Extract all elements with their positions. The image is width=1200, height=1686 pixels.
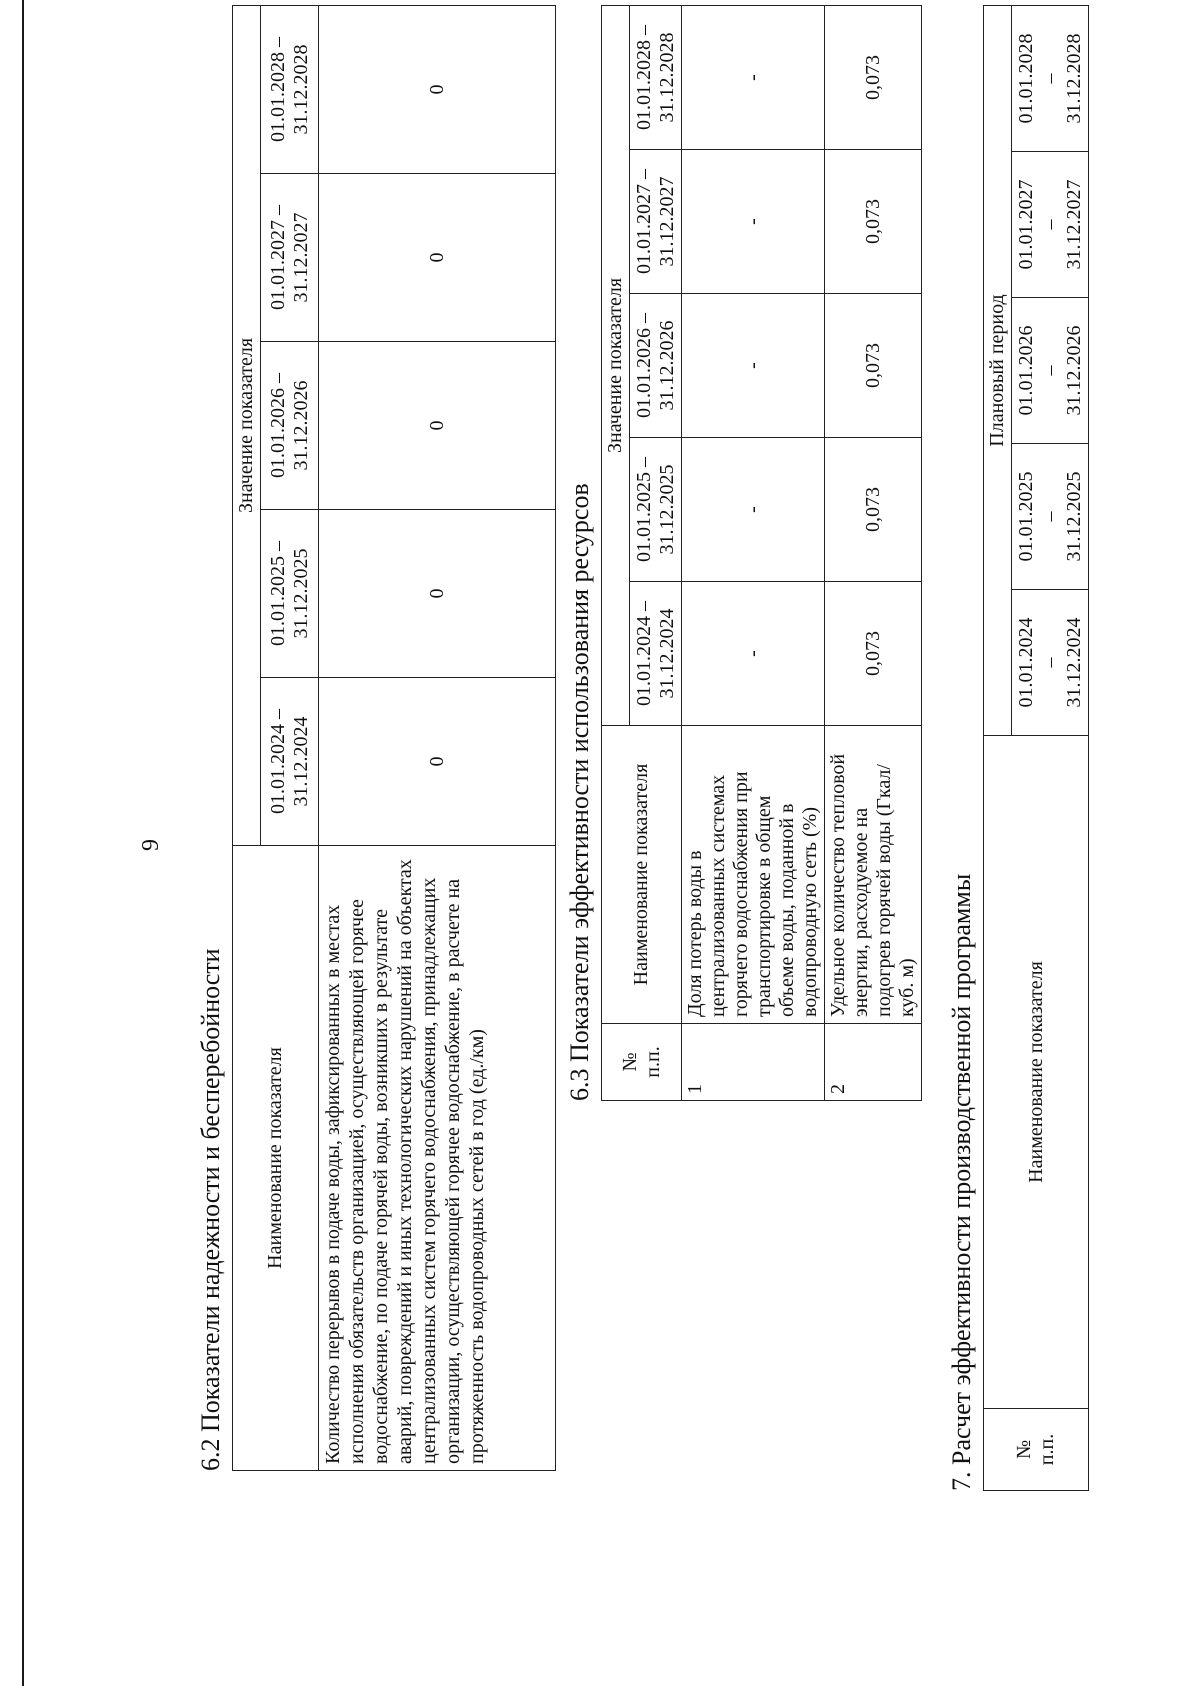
value-cell: 0 [319, 174, 556, 342]
period-2025: 01.01.2025 – 31.12.2025 [1012, 444, 1089, 590]
period-2024: 01.01.2024 – 31.12.2024 [630, 582, 682, 726]
period-2026: 01.01.2026 – 31.12.2026 [1012, 298, 1089, 444]
section-6-2-title: 6.2 Показатели надежности и бесперебойности [196, 948, 225, 1471]
period-2027: 01.01.2027 – 31.12.2027 [1012, 152, 1089, 298]
header-number: № п.п. [602, 1024, 682, 1101]
period-2028: 01.01.2028 – 31.12.2028 [630, 5, 682, 149]
period-2024: 01.01.2024 – 31.12.2024 [1012, 590, 1089, 736]
period-2026: 01.01.2026 – 31.12.2026 [261, 342, 319, 510]
period-2026: 01.01.2026 – 31.12.2026 [630, 294, 682, 438]
value-cell: - [682, 582, 825, 726]
value-cell: - [682, 438, 825, 582]
value-cell: - [682, 150, 825, 294]
period-2027: 01.01.2027 – 31.12.2027 [630, 150, 682, 294]
period-2024: 01.01.2024 – 31.12.2024 [261, 678, 319, 846]
page-number: 9 [138, 839, 164, 851]
period-2028: 01.01.2028 – 31.12.2028 [1012, 5, 1089, 151]
section-7-title: 7. Расчет эффективности производственной программы [947, 873, 976, 1491]
indicator-name: Доля потерь воды в централизованных системах горячего водоснабжения при транспортировке в общем объеме воды, поданной в водопроводную сеть (%) [682, 726, 825, 1024]
table-row [825, 5, 922, 1100]
value-cell: 0,073 [825, 438, 922, 582]
period-2027: 01.01.2027 – 31.12.2027 [261, 174, 319, 342]
value-cell: 0 [319, 510, 556, 678]
period-2028: 01.01.2028 – 31.12.2028 [261, 5, 319, 173]
header-indicator-name: Наименование показателя [984, 736, 1089, 1409]
table-row [682, 5, 825, 1100]
row-number: 1 [682, 1024, 825, 1101]
value-cell: - [682, 5, 825, 149]
value-cell: 0,073 [825, 5, 922, 149]
resource-efficiency-table [601, 5, 922, 1101]
header-planned-period: Плановый период [984, 5, 1012, 735]
indicator-name: Удельное количество тепловой энергии, расходуемое на подогрев горячей воды (Гкал/куб. м) [825, 726, 922, 1024]
value-cell: 0,073 [825, 150, 922, 294]
row-number: 2 [825, 1024, 922, 1101]
header-indicator-value: Значение показателя [602, 5, 630, 725]
header-indicator-name: Наименование показателя [602, 726, 682, 1024]
header-indicator-name: Наименование показателя [233, 846, 319, 1471]
value-cell: - [682, 294, 825, 438]
reliability-table [232, 5, 556, 1471]
value-cell: 0,073 [825, 582, 922, 726]
value-cell: 0 [319, 678, 556, 846]
value-cell: 0 [319, 5, 556, 173]
table-row [319, 5, 556, 1470]
header-number: № п.п. [984, 1409, 1089, 1491]
value-cell: 0,073 [825, 294, 922, 438]
period-2025: 01.01.2025 – 31.12.2025 [630, 438, 682, 582]
section-6-3-title: 6.3 Показатели эффективности использования ресурсов [565, 483, 594, 1101]
value-cell: 0 [319, 342, 556, 510]
header-indicator-value: Значение показателя [233, 5, 261, 845]
production-program-table [983, 5, 1089, 1491]
indicator-name: Количество перерывов в подаче воды, зафиксированных в местах исполнения обязательств организацией, осуществляющей горячее водоснабжение, по подаче горячей воды, возникших в результате аварий, повреждений и иных технологических нарушений на объектах централизованных систем горячего водоснабжения, принадлежащих организации, осуществляющей горячее водоснабжение, в расчете на протяженность водопроводных сетей в год (ед./км) [319, 846, 556, 1471]
period-2025: 01.01.2025 – 31.12.2025 [261, 510, 319, 678]
